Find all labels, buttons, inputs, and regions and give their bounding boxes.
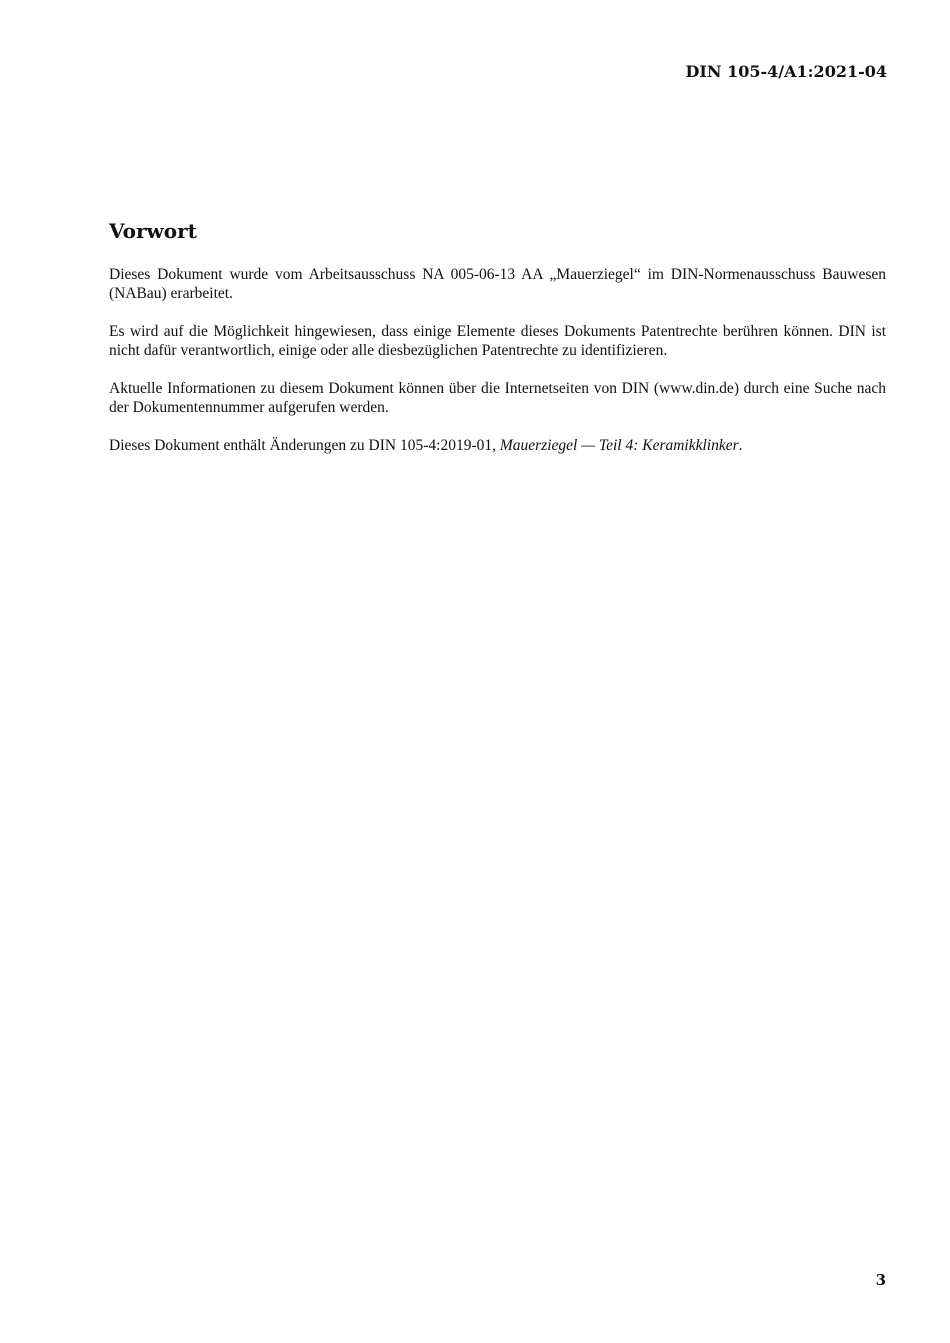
paragraph-current-info: Aktuelle Informationen zu diesem Dokument können über die Internetseiten von DIN (www.din.de) durch eine Suche nach der Dokumentennummer aufgerufen werden. bbox=[109, 380, 886, 416]
paragraph-committee: Dieses Dokument wurde vom Arbeitsausschuss NA 005-06-13 AA „Mauerziegel“ im DIN-Normenausschuss Bauwesen (NABau) erarbeitet. bbox=[109, 266, 886, 302]
page-number: 3 bbox=[875, 1271, 886, 1289]
foreword-section bbox=[109, 217, 886, 474]
changes-suffix: . bbox=[738, 437, 743, 454]
changes-prefix: Dieses Dokument enthält Änderungen zu DIN 105-4:2019-01, bbox=[109, 437, 500, 454]
paragraph-changes bbox=[109, 436, 886, 455]
document-id-header: DIN 105-4/A1:2021-04 bbox=[685, 62, 887, 81]
referenced-standard-title: Mauerziegel — Teil 4: Keramikklinker bbox=[499, 437, 739, 454]
paragraph-patent-notice: Es wird auf die Möglichkeit hingewiesen, dass einige Elemente dieses Dokuments Patentrechte berühren können. DIN ist nicht dafür verantwortlich, einige oder alle diesbezüglichen Patentrechte zu identifizieren. bbox=[109, 323, 886, 359]
section-title: Vorwort bbox=[109, 219, 197, 243]
